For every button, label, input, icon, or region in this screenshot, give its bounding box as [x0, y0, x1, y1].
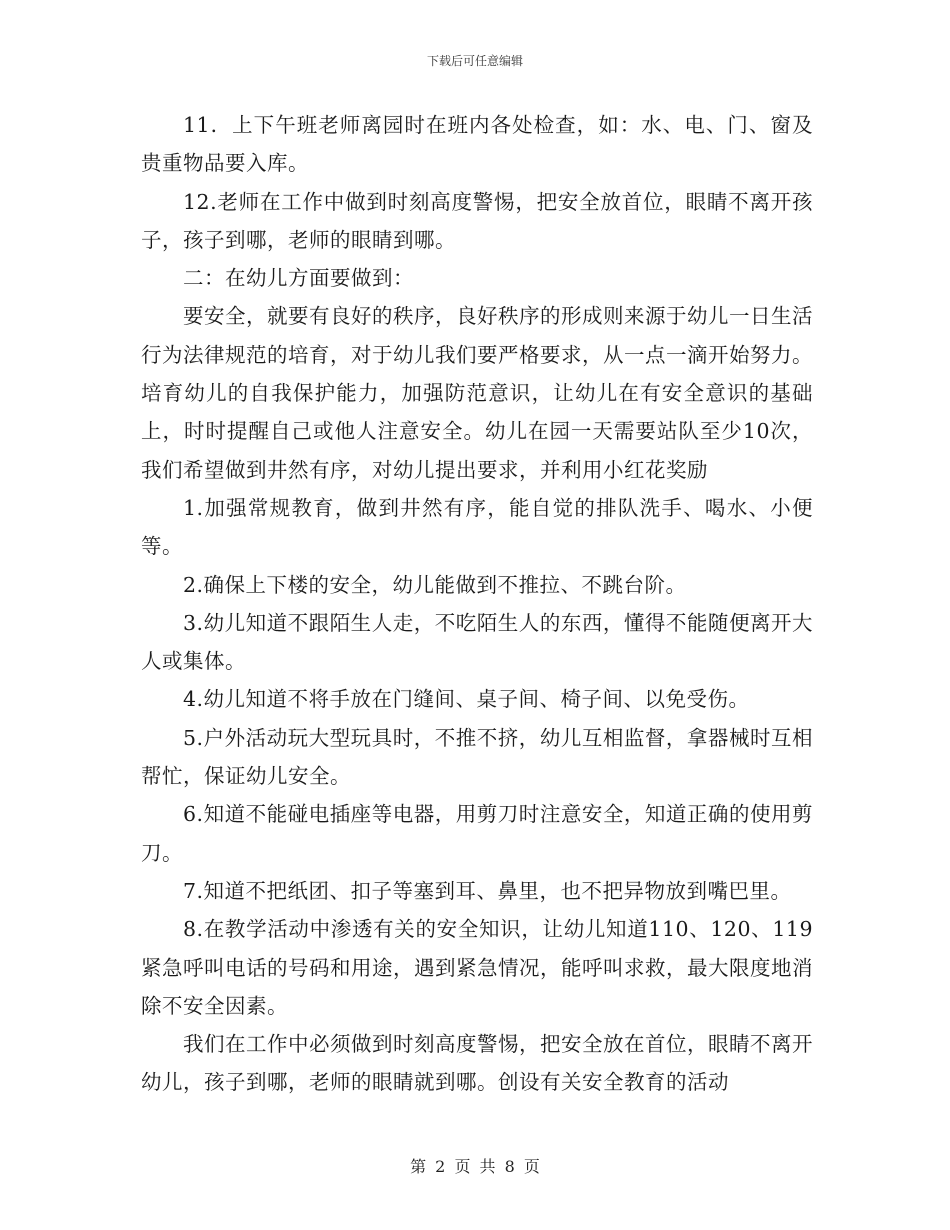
page-header: 下载后可任意编辑 [426, 54, 523, 68]
paragraph-item-12: 12.老师在工作中做到时刻高度警惕，把安全放首位，眼睛不离开孩子，孩子到哪，老师的眼睛到哪。 [141, 189, 813, 252]
page-number-footer: 第 2 页 共 8 页 [410, 1157, 540, 1176]
list-item-6: 6.知道不能碰电插座等电器，用剪刀时注意安全，知道正确的使用剪刀。 [141, 802, 813, 865]
closing-paragraph: 我们在工作中必须做到时刻高度警惕，把安全放在首位，眼睛不离开幼儿，孩子到哪，老师的眼睛就到哪。创设有关安全教育的活动 [141, 1032, 813, 1095]
section-heading: 二：在幼儿方面要做到： [183, 266, 414, 291]
list-item-8: 8.在教学活动中渗透有关的安全知识，让幼儿知道110、120、119紧急呼叫电话的号码和用途，遇到紧急情况，能呼叫求救，最大限度地消除不安全因素。 [141, 917, 813, 1018]
list-item-5: 5.户外活动玩大型玩具时，不推不挤，幼儿互相监督，拿器械时互相帮忙，保证幼儿安全。 [141, 725, 813, 789]
list-item-3: 3.幼儿知道不跟陌生人走，不吃陌生人的东西，懂得不能随便离开大人或集体。 [141, 610, 813, 674]
document-body [141, 106, 813, 1102]
list-item-4: 4.幼儿知道不将手放在门缝间、桌子间、椅子间、以免受伤。 [183, 687, 750, 712]
intro-paragraph: 要安全，就要有良好的秩序，良好秩序的形成则来源于幼儿一日生活行为法律规范的培育，对于幼儿我们要严格要求，从一点一滴开始努力。培育幼儿的自我保护能力，加强防范意识，让幼儿在有安全意识的基础上，时时提醒自己或他人注意安全。幼儿在园一天需要站队至少10次，我们希望做到井然有序，对幼儿提出要求，并利用小红花奖励 [141, 304, 813, 482]
paragraph-item-11: 11．上下午班老师离园时在班内各处检查，如：水、电、门、窗及贵重物品要入库。 [141, 113, 813, 176]
list-item-2: 2.确保上下楼的安全，幼儿能做到不推拉、不跳台阶。 [183, 572, 687, 597]
list-item-1: 1.加强常规教育，做到井然有序，能自觉的排队洗手、喝水、小便等。 [141, 495, 813, 559]
list-item-7: 7.知道不把纸团、扣子等塞到耳、鼻里，也不把异物放到嘴巴里。 [183, 878, 792, 903]
